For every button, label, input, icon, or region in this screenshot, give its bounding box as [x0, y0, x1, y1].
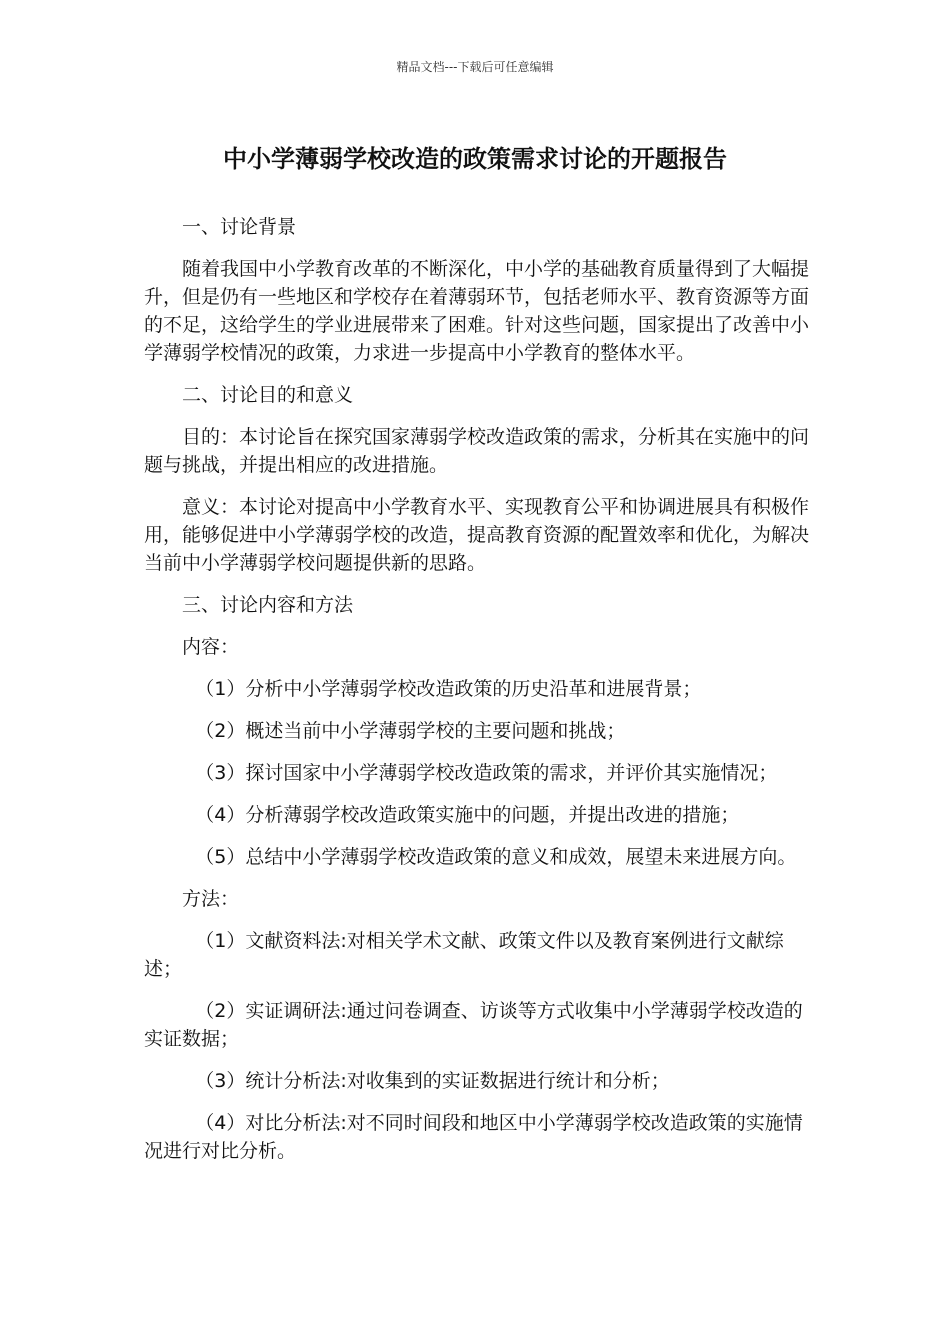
section-heading-background: 一、讨论背景 — [182, 216, 297, 238]
document-title: 中小学薄弱学校改造的政策需求讨论的开题报告 — [223, 145, 727, 173]
section-heading-purpose: 二、讨论目的和意义 — [182, 384, 354, 406]
content-label: 内容： — [182, 636, 240, 658]
content-item-5: （5）总结中小学薄弱学校改造政策的意义和成效，展望未来进展方向。 — [195, 846, 797, 868]
method-label: 方法： — [182, 888, 240, 910]
method-item-1: （1）文献资料法:对相关学术文献、政策文件以及教育案例进行文献综述； — [144, 930, 784, 980]
significance-paragraph: 意义：本讨论对提高中小学教育水平、实现教育公平和协调进展具有积极作用，能够促进中小学薄弱学校的改造，提高教育资源的配置效率和优化，为解决当前中小学薄弱学校问题提供新的思路。 — [144, 496, 810, 574]
content-item-1: （1）分析中小学薄弱学校改造政策的历史沿革和进展背景； — [195, 678, 702, 700]
content-item-3: （3）探讨国家中小学薄弱学校改造政策的需求，并评价其实施情况； — [195, 762, 778, 784]
content-item-4: （4）分析薄弱学校改造政策实施中的问题，并提出改进的措施； — [195, 804, 740, 826]
method-item-4: （4）对比分析法:对不同时间段和地区中小学薄弱学校改造政策的实施情况进行对比分析。 — [144, 1112, 803, 1162]
document-body — [144, 213, 809, 1179]
content-item-2: （2）概述当前中小学薄弱学校的主要问题和挑战； — [195, 720, 626, 742]
method-item-2: （2）实证调研法:通过问卷调查、访谈等方式收集中小学薄弱学校改造的实证数据； — [144, 1000, 803, 1050]
method-item-3: （3）统计分析法:对收集到的实证数据进行统计和分析； — [195, 1070, 670, 1092]
header-note: 精品文档---下载后可任意编辑 — [396, 60, 554, 74]
background-paragraph: 随着我国中小学教育改革的不断深化，中小学的基础教育质量得到了大幅提升，但是仍有一些地区和学校存在着薄弱环节，包括老师水平、教育资源等方面的不足，这给学生的学业进展带来了困难。针对这些问题，国家提出了改善中小学薄弱学校情况的政策，力求进一步提高中小学教育的整体水平。 — [144, 258, 810, 364]
purpose-paragraph: 目的：本讨论旨在探究国家薄弱学校改造政策的需求，分析其在实施中的问题与挑战，并提出相应的改进措施。 — [144, 426, 810, 476]
section-heading-content-method: 三、讨论内容和方法 — [182, 594, 354, 616]
